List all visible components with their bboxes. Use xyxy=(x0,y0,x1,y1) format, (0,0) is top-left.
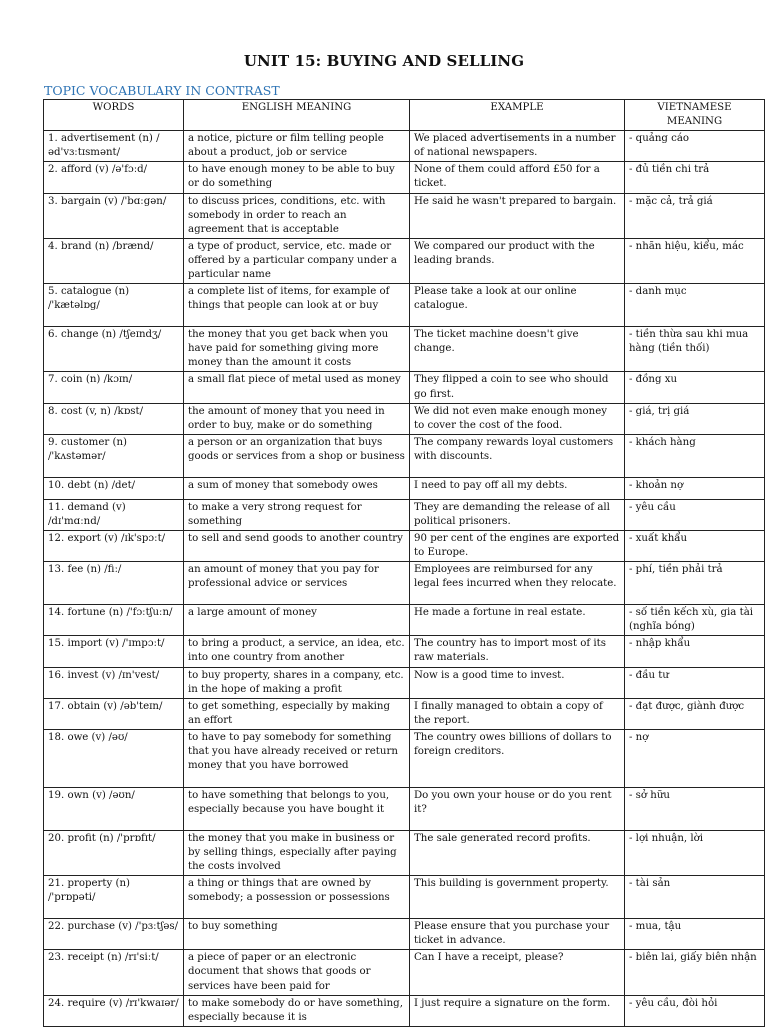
table-row xyxy=(44,605,765,636)
english-meaning-cell: a piece of paper or an electronic document that shows that goods or services have been paid for xyxy=(184,950,410,995)
table-row xyxy=(44,434,765,477)
table-row xyxy=(44,284,765,327)
word-cell: 21. property (n) /'prɒpəti/ xyxy=(44,876,184,919)
example-cell: Now is a good time to invest. xyxy=(410,667,625,698)
example-cell: The country has to import most of its raw materials. xyxy=(410,636,625,667)
word-cell: 13. fee (n) /fiː/ xyxy=(44,562,184,605)
example-cell: The country owes billions of dollars to foreign creditors. xyxy=(410,729,625,787)
table-row xyxy=(44,477,765,499)
table-row xyxy=(44,636,765,667)
english-meaning-cell: a large amount of money xyxy=(184,605,410,636)
english-meaning-cell: to buy property, shares in a company, etc. in the hope of making a profit xyxy=(184,667,410,698)
english-meaning-cell: to discuss prices, conditions, etc. with somebody in order to reach an agreement that is acceptable xyxy=(184,193,410,238)
word-cell: 7. coin (n) /kɔɪn/ xyxy=(44,372,184,403)
example-cell: They flipped a coin to see who should go first. xyxy=(410,372,625,403)
example-cell: None of them could afford £50 for a ticket. xyxy=(410,162,625,193)
table-row xyxy=(44,995,765,1026)
english-meaning-cell: an amount of money that you pay for professional advice or services xyxy=(184,562,410,605)
vietnamese-meaning-cell: - giá, trị giá xyxy=(625,403,765,434)
word-cell: 8. cost (v, n) /kɒst/ xyxy=(44,403,184,434)
english-meaning-cell: to make somebody do or have something, especially because it is xyxy=(184,995,410,1026)
word-cell: 15. import (v) /'ɪmpɔːt/ xyxy=(44,636,184,667)
example-cell: We did not even make enough money to cover the cost of the food. xyxy=(410,403,625,434)
vietnamese-meaning-cell: - đồng xu xyxy=(625,372,765,403)
vietnamese-meaning-cell: - xuất khẩu xyxy=(625,530,765,561)
word-cell: 4. brand (n) /brænd/ xyxy=(44,238,184,283)
english-meaning-cell: a person or an organization that buys goods or services from a shop or business xyxy=(184,434,410,477)
english-meaning-cell: to make a very strong request for something xyxy=(184,499,410,530)
table-row xyxy=(44,876,765,919)
table-row xyxy=(44,562,765,605)
table-row xyxy=(44,403,765,434)
table-row xyxy=(44,530,765,561)
english-meaning-cell: a small flat piece of metal used as money xyxy=(184,372,410,403)
vietnamese-meaning-cell: - số tiền kếch xù, gia tài (nghĩa bóng) xyxy=(625,605,765,636)
vietnamese-meaning-cell: - nợ xyxy=(625,729,765,787)
example-cell: 90 per cent of the engines are exported to Europe. xyxy=(410,530,625,561)
word-cell: 1. advertisement (n) /əd'vɜːtɪsmənt/ xyxy=(44,131,184,162)
vietnamese-meaning-cell: - biên lai, giấy biên nhận xyxy=(625,950,765,995)
example-cell: The company rewards loyal customers with discounts. xyxy=(410,434,625,477)
table-row xyxy=(44,499,765,530)
example-cell: The ticket machine doesn't give change. xyxy=(410,327,625,372)
word-cell: 22. purchase (v) /'pɜːtʃəs/ xyxy=(44,919,184,950)
english-meaning-cell: to have to pay somebody for something that you have already received or return money that you have borrowed xyxy=(184,729,410,787)
word-cell: 19. own (v) /əʊn/ xyxy=(44,787,184,830)
example-cell: They are demanding the release of all political prisoners. xyxy=(410,499,625,530)
table-body xyxy=(44,131,765,1027)
english-meaning-cell: the amount of money that you need in order to buy, make or do something xyxy=(184,403,410,434)
table-row xyxy=(44,131,765,162)
example-cell: I need to pay off all my debts. xyxy=(410,477,625,499)
example-cell: This building is government property. xyxy=(410,876,625,919)
table-row xyxy=(44,327,765,372)
vietnamese-meaning-cell: - yêu cầu xyxy=(625,499,765,530)
english-meaning-cell: to bring a product, a service, an idea, etc. into one country from another xyxy=(184,636,410,667)
vocabulary-table xyxy=(43,99,765,1027)
table-row xyxy=(44,162,765,193)
table-header-row xyxy=(44,100,765,131)
vietnamese-meaning-cell: - đầu tư xyxy=(625,667,765,698)
table-row xyxy=(44,372,765,403)
vietnamese-meaning-cell: - quảng cáo xyxy=(625,131,765,162)
english-meaning-cell: to buy something xyxy=(184,919,410,950)
vietnamese-meaning-cell: - nhập khẩu xyxy=(625,636,765,667)
english-meaning-cell: to have something that belongs to you, especially because you have bought it xyxy=(184,787,410,830)
word-cell: 2. afford (v) /ə'fɔːd/ xyxy=(44,162,184,193)
english-meaning-cell: a notice, picture or film telling people about a product, job or service xyxy=(184,131,410,162)
table-row xyxy=(44,698,765,729)
word-cell: 24. require (v) /rɪ'kwaɪər/ xyxy=(44,995,184,1026)
word-cell: 11. demand (v) /dɪ'mɑːnd/ xyxy=(44,499,184,530)
vietnamese-meaning-cell: - phí, tiền phải trả xyxy=(625,562,765,605)
example-cell: The sale generated record profits. xyxy=(410,830,625,875)
table-row xyxy=(44,787,765,830)
english-meaning-cell: the money that you get back when you have paid for something giving more money than the amount it costs xyxy=(184,327,410,372)
example-cell: We placed advertisements in a number of national newspapers. xyxy=(410,131,625,162)
section-subtitle: TOPIC VOCABULARY IN CONTRAST xyxy=(44,83,280,98)
example-cell: We compared our product with the leading brands. xyxy=(410,238,625,283)
vietnamese-meaning-cell: - lợi nhuận, lời xyxy=(625,830,765,875)
english-meaning-cell: a thing or things that are owned by somebody; a possession or possessions xyxy=(184,876,410,919)
word-cell: 23. receipt (n) /rɪ'siːt/ xyxy=(44,950,184,995)
word-cell: 5. catalogue (n) /'kætəlɒg/ xyxy=(44,284,184,327)
vietnamese-meaning-cell: - mặc cả, trả giá xyxy=(625,193,765,238)
word-cell: 12. export (v) /ɪk'spɔːt/ xyxy=(44,530,184,561)
word-cell: 18. owe (v) /əʊ/ xyxy=(44,729,184,787)
example-cell: Please ensure that you purchase your ticket in advance. xyxy=(410,919,625,950)
english-meaning-cell: to have enough money to be able to buy or do something xyxy=(184,162,410,193)
table-row xyxy=(44,729,765,787)
vietnamese-meaning-cell: - đủ tiền chi trả xyxy=(625,162,765,193)
header-words: WORDS xyxy=(44,100,184,131)
table-row xyxy=(44,667,765,698)
english-meaning-cell: a type of product, service, etc. made or offered by a particular company under a particular name xyxy=(184,238,410,283)
example-cell: Employees are reimbursed for any legal fees incurred when they relocate. xyxy=(410,562,625,605)
example-cell: I finally managed to obtain a copy of the report. xyxy=(410,698,625,729)
word-cell: 20. profit (n) /'prɒfɪt/ xyxy=(44,830,184,875)
vietnamese-meaning-cell: - danh mục xyxy=(625,284,765,327)
vietnamese-meaning-cell: - khoản nợ xyxy=(625,477,765,499)
table-row xyxy=(44,919,765,950)
vietnamese-meaning-cell: - tiền thừa sau khi mua hàng (tiền thối) xyxy=(625,327,765,372)
page-title: UNIT 15: BUYING AND SELLING xyxy=(243,52,525,70)
header-example: EXAMPLE xyxy=(410,100,625,131)
vietnamese-meaning-cell: - mua, tậu xyxy=(625,919,765,950)
english-meaning-cell: the money that you make in business or by selling things, especially after paying the costs involved xyxy=(184,830,410,875)
word-cell: 17. obtain (v) /əb'teɪn/ xyxy=(44,698,184,729)
example-cell: I just require a signature on the form. xyxy=(410,995,625,1026)
english-meaning-cell: a sum of money that somebody owes xyxy=(184,477,410,499)
table-row xyxy=(44,950,765,995)
word-cell: 3. bargain (v) /'bɑːgən/ xyxy=(44,193,184,238)
example-cell: Please take a look at our online catalogue. xyxy=(410,284,625,327)
vietnamese-meaning-cell: - đạt được, giành được xyxy=(625,698,765,729)
english-meaning-cell: to sell and send goods to another country xyxy=(184,530,410,561)
word-cell: 14. fortune (n) /'fɔːtʃuːn/ xyxy=(44,605,184,636)
example-cell: Do you own your house or do you rent it? xyxy=(410,787,625,830)
word-cell: 10. debt (n) /det/ xyxy=(44,477,184,499)
vietnamese-meaning-cell: - nhãn hiệu, kiểu, mác xyxy=(625,238,765,283)
table-row xyxy=(44,193,765,238)
vietnamese-meaning-cell: - sở hữu xyxy=(625,787,765,830)
english-meaning-cell: a complete list of items, for example of things that people can look at or buy xyxy=(184,284,410,327)
example-cell: He made a fortune in real estate. xyxy=(410,605,625,636)
vietnamese-meaning-cell: - tài sản xyxy=(625,876,765,919)
example-cell: He said he wasn't prepared to bargain. xyxy=(410,193,625,238)
example-cell: Can I have a receipt, please? xyxy=(410,950,625,995)
header-vietnamese-meaning: VIETNAMESE MEANING xyxy=(625,100,765,131)
english-meaning-cell: to get something, especially by making an effort xyxy=(184,698,410,729)
word-cell: 9. customer (n) /'kʌstəmər/ xyxy=(44,434,184,477)
table-row xyxy=(44,830,765,875)
table-row xyxy=(44,238,765,283)
vietnamese-meaning-cell: - yêu cầu, đòi hỏi xyxy=(625,995,765,1026)
header-english-meaning: ENGLISH MEANING xyxy=(184,100,410,131)
word-cell: 6. change (n) /tʃeɪndʒ/ xyxy=(44,327,184,372)
vietnamese-meaning-cell: - khách hàng xyxy=(625,434,765,477)
word-cell: 16. invest (v) /ɪn'vest/ xyxy=(44,667,184,698)
